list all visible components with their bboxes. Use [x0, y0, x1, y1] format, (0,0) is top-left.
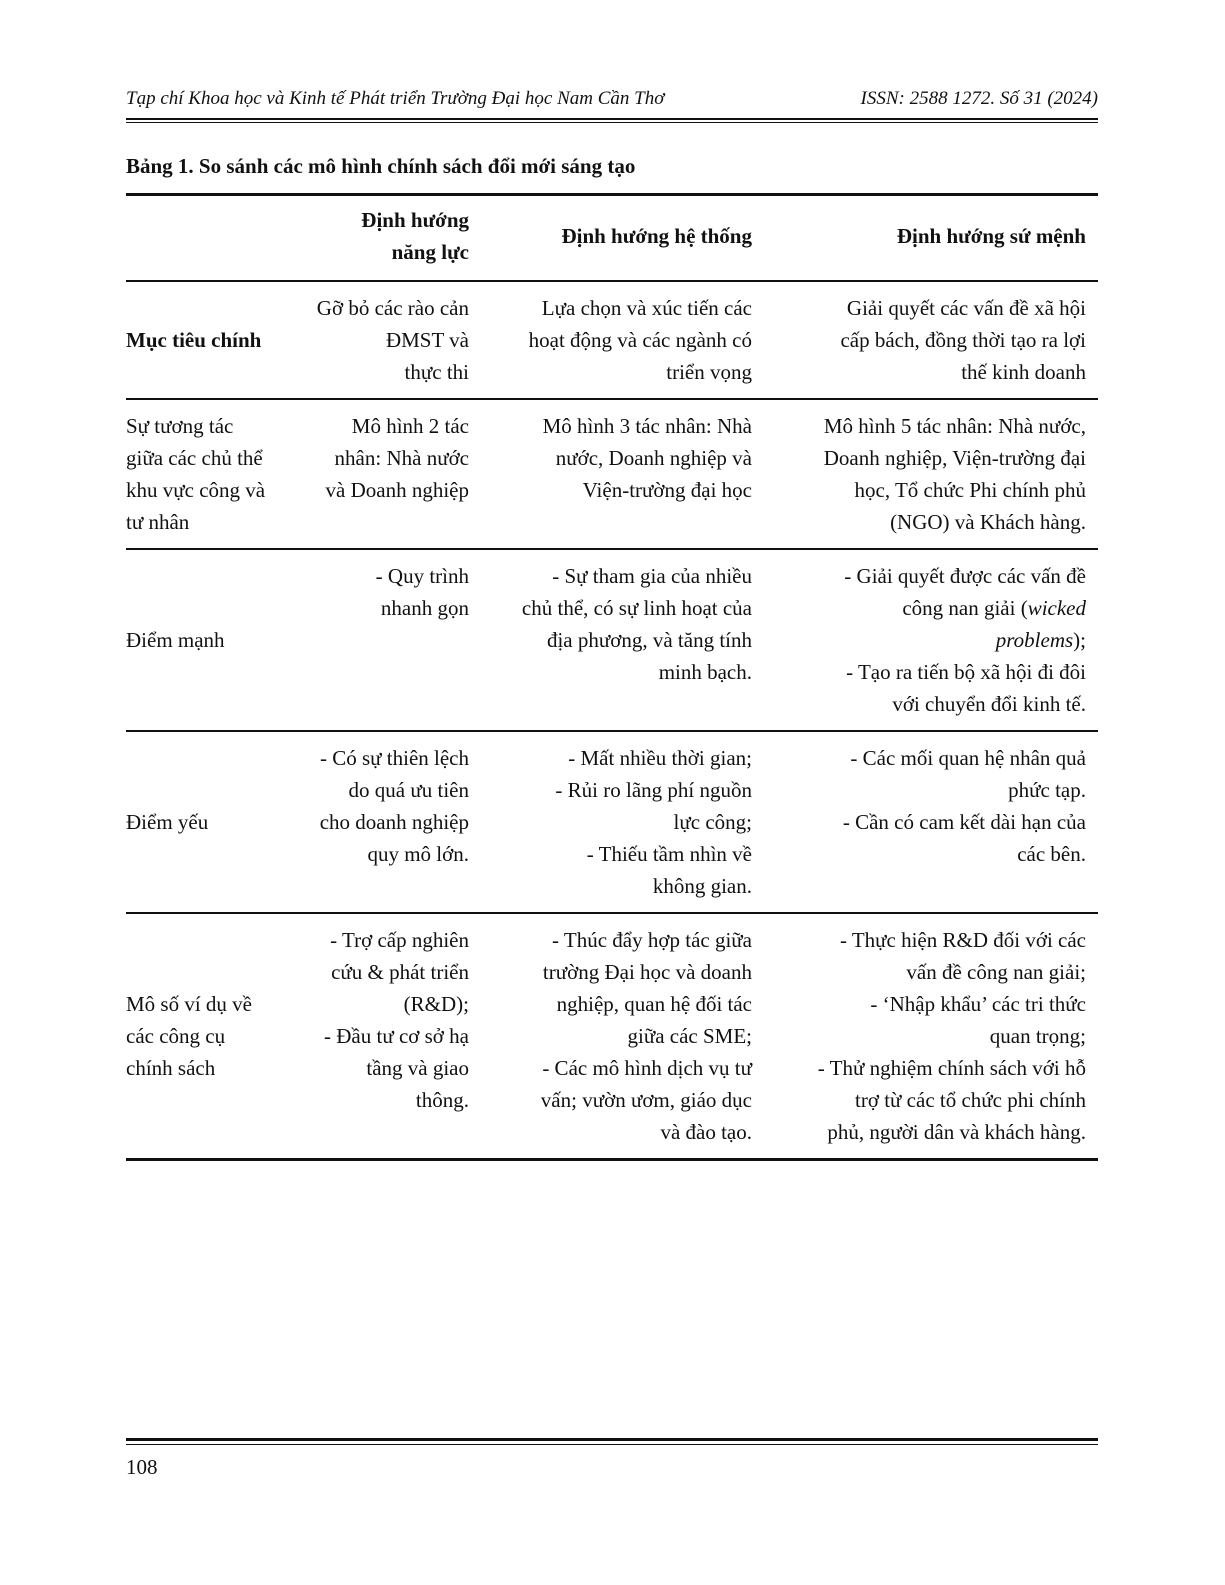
- page-number: 108: [126, 1455, 158, 1479]
- cell-system: - Thúc đẩy hợp tác giữa trường Đại học và doanh nghiệp, quan hệ đối tác giữa các SME; - Các mô hình dịch vụ tư vấn; vườn ươm, giáo dục và đào tạo.: [540, 928, 752, 1144]
- footer-rule-thick: [126, 1438, 1098, 1441]
- header-empty-cell: [126, 195, 286, 282]
- row-label: Điểm yếu: [126, 810, 209, 834]
- table-title: Bảng 1. So sánh các mô hình chính sách đổi mới sáng tạo: [126, 154, 636, 178]
- header-rule-thick: [126, 118, 1098, 120]
- cell-mission: - Các mối quan hệ nhân quả phức tạp. - Cần có cam kết dài hạn của các bên.: [842, 746, 1086, 866]
- cell-system: - Sự tham gia của nhiều chủ thể, có sự linh hoạt của địa phương, và tăng tính minh bạch.: [521, 564, 752, 684]
- table-row-policy-instruments: [126, 913, 1098, 1160]
- cell-capability: - Trợ cấp nghiên cứu & phát triển (R&D); - Đầu tư cơ sở hạ tầng và giao thông.: [324, 928, 469, 1112]
- header-rule-thin: [126, 122, 1098, 123]
- cell-capability: Mô hình 2 tác nhân: Nhà nước và Doanh nghiệp: [325, 414, 469, 502]
- table-row-interaction: [126, 399, 1098, 549]
- cell-capability: - Có sự thiên lệch do quá ưu tiên cho doanh nghiệp quy mô lớn.: [319, 746, 469, 866]
- row-label: Điểm mạnh: [126, 628, 225, 652]
- row-label: Sự tương tác giữa các chủ thể khu vực công và tư nhân: [126, 414, 266, 534]
- table-row-strengths: [126, 549, 1098, 731]
- cell-capability: - Quy trình nhanh gọn: [375, 564, 469, 620]
- comparison-table: [126, 193, 1098, 1161]
- header-capability-oriented: Định hướng năng lực: [361, 208, 469, 264]
- footer-rule-thin: [126, 1444, 1098, 1445]
- cell-mission: - Giải quyết được các vấn đề công nan giải (wicked problems); - Tạo ra tiến bộ xã hội đi đôi với chuyển đổi kinh tế.: [844, 564, 1086, 716]
- issn-issue: ISSN: 2588 1272. Số 31 (2024): [860, 88, 1098, 109]
- cell-system: - Mất nhiều thời gian; - Rủi ro lãng phí nguồn lực công; - Thiếu tầm nhìn về không gian.: [555, 746, 752, 898]
- row-label: Mô số ví dụ về các công cụ chính sách: [126, 992, 252, 1080]
- cell-mission: Mô hình 5 tác nhân: Nhà nước, Doanh nghiệp, Viện-trường đại học, Tổ chức Phi chính phủ (NGO) và Khách hàng.: [823, 414, 1086, 534]
- cell-system: Mô hình 3 tác nhân: Nhà nước, Doanh nghiệp và Viện-trường đại học: [542, 414, 752, 502]
- cell-capability: Gỡ bỏ các rào cản ĐMST và thực thi: [316, 296, 469, 384]
- table-row-weaknesses: [126, 731, 1098, 913]
- cell-system: Lựa chọn và xúc tiến các hoạt động và các ngành có triển vọng: [528, 296, 752, 384]
- journal-name: Tạp chí Khoa học và Kinh tế Phát triển Trường Đại học Nam Cần Thơ: [126, 88, 665, 109]
- row-label: Mục tiêu chính: [126, 328, 262, 352]
- table-header-row: [126, 195, 1098, 282]
- header-system-oriented: Định hướng hệ thống: [561, 224, 752, 248]
- table-row-main-objectives: [126, 281, 1098, 399]
- header-mission-oriented: Định hướng sứ mệnh: [896, 224, 1086, 248]
- running-header: [126, 88, 1098, 111]
- cell-mission: - Thực hiện R&D đối với các vấn đề công nan giải; - ‘Nhập khẩu’ các tri thức quan trọng; - Thử nghiệm chính sách với hỗ trợ từ các tổ chức phi chính phủ, người dân và khách hàng.: [817, 928, 1086, 1144]
- cell-mission: Giải quyết các vấn đề xã hội cấp bách, đồng thời tạo ra lợi thế kinh doanh: [840, 296, 1086, 384]
